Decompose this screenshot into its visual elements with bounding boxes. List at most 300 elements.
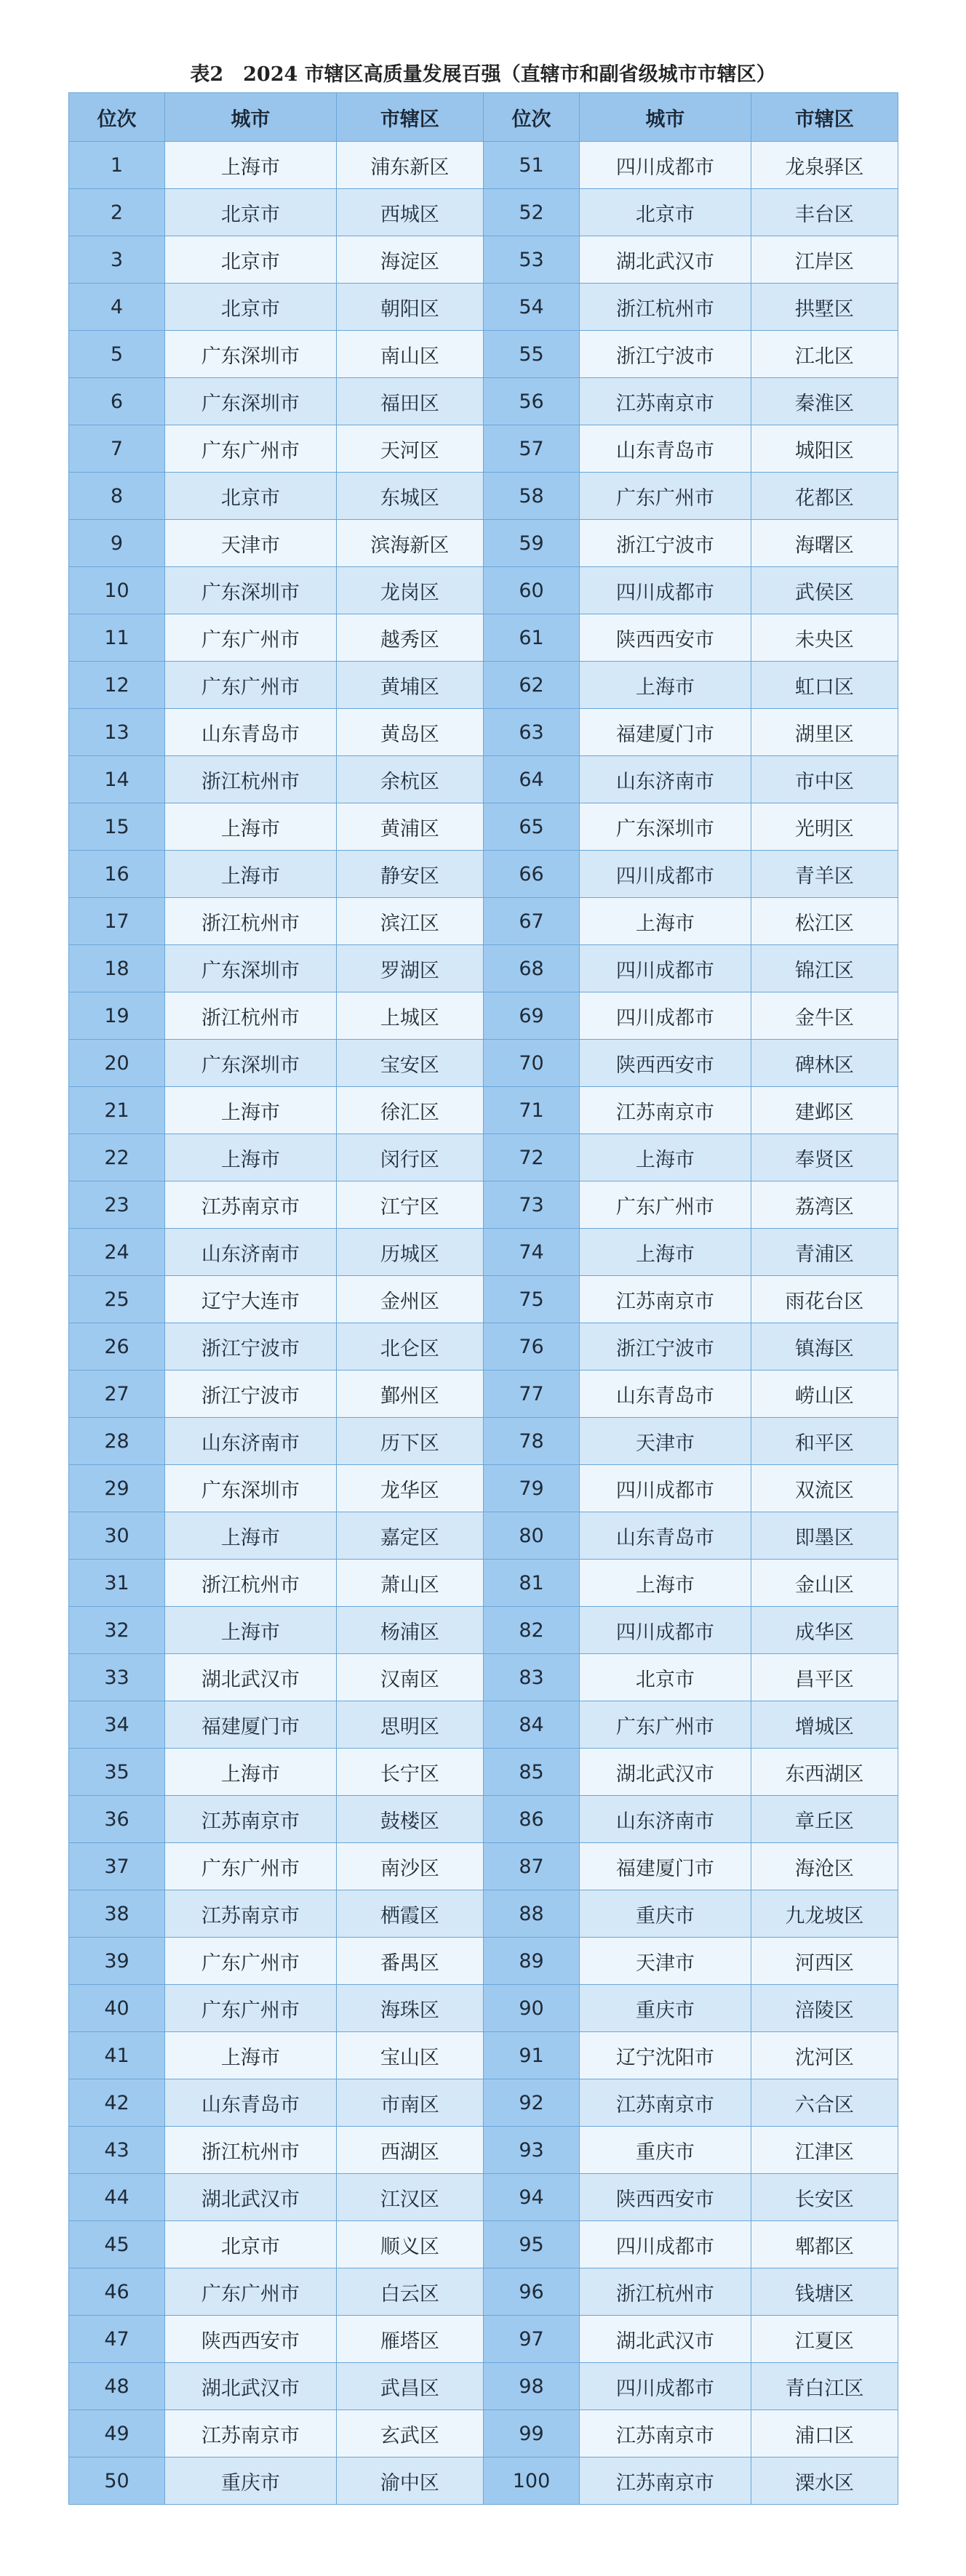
cell-district-right: 河西区 xyxy=(751,1938,898,1985)
cell-rank-left: 25 xyxy=(69,1276,165,1323)
cell-city-right: 四川成都市 xyxy=(580,1607,751,1654)
cell-rank-left: 35 xyxy=(69,1749,165,1796)
cell-city-right: 北京市 xyxy=(580,1654,751,1701)
table-row xyxy=(69,1323,898,1371)
cell-city-left: 广东深圳市 xyxy=(165,1465,337,1512)
table-row xyxy=(69,1654,898,1701)
cell-city-right: 湖北武汉市 xyxy=(580,2316,751,2363)
table-row xyxy=(69,520,898,567)
cell-city-left: 广东深圳市 xyxy=(165,1040,337,1087)
cell-city-right: 北京市 xyxy=(580,189,751,236)
cell-rank-left: 26 xyxy=(69,1323,165,1371)
cell-rank-right: 93 xyxy=(483,2127,579,2174)
cell-city-left: 上海市 xyxy=(165,2032,337,2079)
cell-city-left: 广东广州市 xyxy=(165,2268,337,2316)
cell-city-left: 上海市 xyxy=(165,142,337,189)
cell-city-right: 山东青岛市 xyxy=(580,1371,751,1418)
cell-district-left: 黄埔区 xyxy=(336,662,483,709)
cell-rank-left: 47 xyxy=(69,2316,165,2363)
table-row xyxy=(69,756,898,803)
table-row xyxy=(69,284,898,331)
cell-city-left: 重庆市 xyxy=(165,2457,337,2505)
cell-rank-right: 70 xyxy=(483,1040,579,1087)
cell-city-left: 上海市 xyxy=(165,1749,337,1796)
cell-city-left: 广东广州市 xyxy=(165,1985,337,2032)
cell-city-right: 浙江杭州市 xyxy=(580,284,751,331)
cell-rank-left: 1 xyxy=(69,142,165,189)
cell-district-left: 长宁区 xyxy=(336,1749,483,1796)
cell-district-left: 番禺区 xyxy=(336,1938,483,1985)
cell-district-right: 建邺区 xyxy=(751,1087,898,1134)
cell-rank-right: 86 xyxy=(483,1796,579,1843)
table-row xyxy=(69,1087,898,1134)
cell-district-right: 锦江区 xyxy=(751,945,898,992)
header-city-left: 城市 xyxy=(165,93,337,142)
cell-rank-right: 78 xyxy=(483,1418,579,1465)
cell-rank-right: 62 xyxy=(483,662,579,709)
cell-district-left: 上城区 xyxy=(336,992,483,1040)
cell-city-left: 湖北武汉市 xyxy=(165,2363,337,2410)
cell-city-left: 山东青岛市 xyxy=(165,709,337,756)
cell-city-left: 辽宁大连市 xyxy=(165,1276,337,1323)
cell-city-right: 浙江杭州市 xyxy=(580,2268,751,2316)
cell-city-right: 广东深圳市 xyxy=(580,803,751,851)
cell-district-right: 青浦区 xyxy=(751,1229,898,1276)
cell-rank-left: 31 xyxy=(69,1560,165,1607)
cell-city-left: 上海市 xyxy=(165,1087,337,1134)
cell-city-left: 上海市 xyxy=(165,1607,337,1654)
cell-rank-right: 96 xyxy=(483,2268,579,2316)
cell-city-right: 四川成都市 xyxy=(580,2363,751,2410)
cell-city-right: 上海市 xyxy=(580,1134,751,1181)
cell-district-right: 东西湖区 xyxy=(751,1749,898,1796)
table-row xyxy=(69,662,898,709)
cell-city-left: 山东济南市 xyxy=(165,1418,337,1465)
cell-city-left: 广东深圳市 xyxy=(165,567,337,614)
table-row xyxy=(69,1560,898,1607)
cell-district-left: 滨江区 xyxy=(336,898,483,945)
table-row xyxy=(69,2316,898,2363)
cell-city-right: 江苏南京市 xyxy=(580,2457,751,2505)
cell-district-right: 增城区 xyxy=(751,1701,898,1749)
cell-district-left: 顺义区 xyxy=(336,2221,483,2268)
cell-district-left: 朝阳区 xyxy=(336,284,483,331)
cell-rank-right: 81 xyxy=(483,1560,579,1607)
cell-district-left: 武昌区 xyxy=(336,2363,483,2410)
cell-district-right: 雨花台区 xyxy=(751,1276,898,1323)
cell-district-left: 天河区 xyxy=(336,425,483,473)
cell-rank-right: 92 xyxy=(483,2079,579,2127)
cell-city-left: 上海市 xyxy=(165,1134,337,1181)
table-row xyxy=(69,851,898,898)
cell-city-left: 北京市 xyxy=(165,473,337,520)
cell-district-left: 滨海新区 xyxy=(336,520,483,567)
cell-city-left: 浙江杭州市 xyxy=(165,2127,337,2174)
cell-city-right: 山东青岛市 xyxy=(580,425,751,473)
cell-city-right: 四川成都市 xyxy=(580,1465,751,1512)
cell-city-right: 辽宁沈阳市 xyxy=(580,2032,751,2079)
table-row xyxy=(69,2268,898,2316)
cell-rank-left: 41 xyxy=(69,2032,165,2079)
table-row xyxy=(69,1749,898,1796)
cell-rank-right: 71 xyxy=(483,1087,579,1134)
cell-city-right: 江苏南京市 xyxy=(580,2079,751,2127)
cell-district-left: 浦东新区 xyxy=(336,142,483,189)
header-rank-right: 位次 xyxy=(483,93,579,142)
cell-rank-right: 61 xyxy=(483,614,579,662)
cell-rank-left: 21 xyxy=(69,1087,165,1134)
cell-district-right: 六合区 xyxy=(751,2079,898,2127)
cell-district-right: 武侯区 xyxy=(751,567,898,614)
cell-district-right: 溧水区 xyxy=(751,2457,898,2505)
cell-rank-left: 20 xyxy=(69,1040,165,1087)
cell-rank-right: 75 xyxy=(483,1276,579,1323)
cell-district-left: 渝中区 xyxy=(336,2457,483,2505)
cell-district-left: 江汉区 xyxy=(336,2174,483,2221)
cell-city-left: 广东深圳市 xyxy=(165,378,337,425)
cell-rank-right: 98 xyxy=(483,2363,579,2410)
cell-city-right: 上海市 xyxy=(580,1229,751,1276)
cell-city-left: 北京市 xyxy=(165,284,337,331)
cell-district-left: 嘉定区 xyxy=(336,1512,483,1560)
cell-city-right: 陕西西安市 xyxy=(580,1040,751,1087)
cell-district-left: 金州区 xyxy=(336,1276,483,1323)
cell-district-left: 龙岗区 xyxy=(336,567,483,614)
table-row xyxy=(69,425,898,473)
cell-rank-left: 45 xyxy=(69,2221,165,2268)
cell-rank-right: 97 xyxy=(483,2316,579,2363)
cell-city-right: 江苏南京市 xyxy=(580,378,751,425)
cell-district-right: 丰台区 xyxy=(751,189,898,236)
cell-district-left: 余杭区 xyxy=(336,756,483,803)
cell-rank-left: 7 xyxy=(69,425,165,473)
cell-district-left: 东城区 xyxy=(336,473,483,520)
header-row xyxy=(69,93,898,142)
cell-district-left: 雁塔区 xyxy=(336,2316,483,2363)
cell-rank-left: 13 xyxy=(69,709,165,756)
cell-district-left: 福田区 xyxy=(336,378,483,425)
cell-rank-right: 51 xyxy=(483,142,579,189)
header-city-right: 城市 xyxy=(580,93,751,142)
cell-district-right: 金山区 xyxy=(751,1560,898,1607)
header-district-left: 市辖区 xyxy=(336,93,483,142)
cell-city-right: 重庆市 xyxy=(580,1985,751,2032)
cell-rank-right: 56 xyxy=(483,378,579,425)
cell-rank-right: 95 xyxy=(483,2221,579,2268)
table-row xyxy=(69,2032,898,2079)
cell-rank-left: 12 xyxy=(69,662,165,709)
cell-district-left: 鼓楼区 xyxy=(336,1796,483,1843)
cell-city-right: 天津市 xyxy=(580,1938,751,1985)
cell-city-right: 重庆市 xyxy=(580,1890,751,1938)
table-row xyxy=(69,189,898,236)
cell-rank-left: 36 xyxy=(69,1796,165,1843)
cell-city-left: 广东广州市 xyxy=(165,614,337,662)
cell-rank-left: 8 xyxy=(69,473,165,520)
cell-rank-right: 59 xyxy=(483,520,579,567)
cell-district-left: 宝安区 xyxy=(336,1040,483,1087)
cell-city-left: 山东青岛市 xyxy=(165,2079,337,2127)
cell-city-right: 湖北武汉市 xyxy=(580,1749,751,1796)
table-row xyxy=(69,1418,898,1465)
cell-district-left: 黄岛区 xyxy=(336,709,483,756)
cell-rank-right: 58 xyxy=(483,473,579,520)
cell-city-left: 浙江杭州市 xyxy=(165,1560,337,1607)
cell-city-left: 江苏南京市 xyxy=(165,1796,337,1843)
table-row xyxy=(69,2079,898,2127)
cell-district-left: 黄浦区 xyxy=(336,803,483,851)
table-row xyxy=(69,1843,898,1890)
cell-city-right: 广东广州市 xyxy=(580,1701,751,1749)
cell-district-right: 光明区 xyxy=(751,803,898,851)
cell-city-left: 江苏南京市 xyxy=(165,2410,337,2457)
cell-city-left: 山东济南市 xyxy=(165,1229,337,1276)
cell-district-right: 九龙坡区 xyxy=(751,1890,898,1938)
cell-district-right: 海曙区 xyxy=(751,520,898,567)
cell-city-right: 广东广州市 xyxy=(580,473,751,520)
cell-city-left: 广东广州市 xyxy=(165,1938,337,1985)
cell-district-left: 闵行区 xyxy=(336,1134,483,1181)
cell-city-left: 北京市 xyxy=(165,236,337,284)
cell-rank-right: 66 xyxy=(483,851,579,898)
cell-rank-right: 64 xyxy=(483,756,579,803)
cell-city-left: 浙江杭州市 xyxy=(165,898,337,945)
cell-city-right: 四川成都市 xyxy=(580,851,751,898)
cell-city-left: 广东广州市 xyxy=(165,1843,337,1890)
cell-rank-left: 4 xyxy=(69,284,165,331)
cell-district-left: 历下区 xyxy=(336,1418,483,1465)
cell-rank-left: 42 xyxy=(69,2079,165,2127)
cell-city-left: 浙江杭州市 xyxy=(165,992,337,1040)
cell-city-left: 江苏南京市 xyxy=(165,1181,337,1229)
cell-district-right: 钱塘区 xyxy=(751,2268,898,2316)
cell-rank-left: 9 xyxy=(69,520,165,567)
cell-rank-left: 11 xyxy=(69,614,165,662)
table-row xyxy=(69,1134,898,1181)
cell-rank-right: 67 xyxy=(483,898,579,945)
cell-rank-left: 10 xyxy=(69,567,165,614)
cell-district-right: 江岸区 xyxy=(751,236,898,284)
table-row xyxy=(69,1276,898,1323)
cell-district-right: 碑林区 xyxy=(751,1040,898,1087)
cell-city-left: 广东深圳市 xyxy=(165,945,337,992)
cell-rank-right: 94 xyxy=(483,2174,579,2221)
cell-district-right: 拱墅区 xyxy=(751,284,898,331)
cell-district-left: 罗湖区 xyxy=(336,945,483,992)
cell-district-right: 虹口区 xyxy=(751,662,898,709)
cell-rank-right: 63 xyxy=(483,709,579,756)
cell-district-right: 昌平区 xyxy=(751,1654,898,1701)
cell-district-right: 青羊区 xyxy=(751,851,898,898)
table-row xyxy=(69,1701,898,1749)
table-row xyxy=(69,2174,898,2221)
cell-district-right: 市中区 xyxy=(751,756,898,803)
cell-district-left: 徐汇区 xyxy=(336,1087,483,1134)
cell-district-right: 江夏区 xyxy=(751,2316,898,2363)
cell-district-right: 章丘区 xyxy=(751,1796,898,1843)
cell-district-right: 双流区 xyxy=(751,1465,898,1512)
cell-city-right: 陕西西安市 xyxy=(580,614,751,662)
cell-rank-right: 60 xyxy=(483,567,579,614)
cell-rank-left: 16 xyxy=(69,851,165,898)
cell-city-left: 广东广州市 xyxy=(165,425,337,473)
cell-district-left: 鄞州区 xyxy=(336,1371,483,1418)
cell-district-right: 浦口区 xyxy=(751,2410,898,2457)
cell-district-right: 江津区 xyxy=(751,2127,898,2174)
table-row xyxy=(69,945,898,992)
cell-rank-right: 74 xyxy=(483,1229,579,1276)
table-row xyxy=(69,1607,898,1654)
cell-district-right: 郫都区 xyxy=(751,2221,898,2268)
cell-district-left: 龙华区 xyxy=(336,1465,483,1512)
cell-city-right: 江苏南京市 xyxy=(580,1087,751,1134)
cell-city-right: 浙江宁波市 xyxy=(580,331,751,378)
table-row xyxy=(69,1465,898,1512)
cell-rank-right: 76 xyxy=(483,1323,579,1371)
cell-district-right: 和平区 xyxy=(751,1418,898,1465)
table-title: 表2 2024 市辖区高质量发展百强（直辖市和副省级城市市辖区） xyxy=(190,63,776,86)
cell-city-right: 四川成都市 xyxy=(580,2221,751,2268)
table-row xyxy=(69,614,898,662)
table-row xyxy=(69,236,898,284)
cell-rank-left: 38 xyxy=(69,1890,165,1938)
cell-district-left: 越秀区 xyxy=(336,614,483,662)
header-rank-left: 位次 xyxy=(69,93,165,142)
cell-city-right: 湖北武汉市 xyxy=(580,236,751,284)
cell-city-right: 上海市 xyxy=(580,662,751,709)
cell-district-right: 湖里区 xyxy=(751,709,898,756)
table-row xyxy=(69,709,898,756)
cell-rank-right: 68 xyxy=(483,945,579,992)
cell-district-right: 城阳区 xyxy=(751,425,898,473)
cell-district-right: 青白江区 xyxy=(751,2363,898,2410)
cell-city-right: 四川成都市 xyxy=(580,142,751,189)
cell-rank-right: 82 xyxy=(483,1607,579,1654)
cell-rank-right: 91 xyxy=(483,2032,579,2079)
cell-rank-left: 50 xyxy=(69,2457,165,2505)
cell-rank-left: 48 xyxy=(69,2363,165,2410)
cell-rank-left: 14 xyxy=(69,756,165,803)
cell-rank-right: 88 xyxy=(483,1890,579,1938)
cell-city-left: 广东广州市 xyxy=(165,662,337,709)
table-row xyxy=(69,567,898,614)
cell-district-right: 长安区 xyxy=(751,2174,898,2221)
cell-district-left: 思明区 xyxy=(336,1701,483,1749)
table-row xyxy=(69,473,898,520)
cell-district-left: 杨浦区 xyxy=(336,1607,483,1654)
cell-rank-right: 84 xyxy=(483,1701,579,1749)
cell-city-left: 上海市 xyxy=(165,1512,337,1560)
cell-city-right: 山东济南市 xyxy=(580,756,751,803)
cell-rank-left: 6 xyxy=(69,378,165,425)
cell-rank-right: 99 xyxy=(483,2410,579,2457)
cell-rank-left: 44 xyxy=(69,2174,165,2221)
cell-district-right: 涪陵区 xyxy=(751,1985,898,2032)
cell-rank-right: 80 xyxy=(483,1512,579,1560)
table-row xyxy=(69,1040,898,1087)
table-row xyxy=(69,1229,898,1276)
cell-city-left: 天津市 xyxy=(165,520,337,567)
cell-rank-left: 30 xyxy=(69,1512,165,1560)
cell-rank-left: 2 xyxy=(69,189,165,236)
cell-rank-right: 72 xyxy=(483,1134,579,1181)
cell-rank-right: 52 xyxy=(483,189,579,236)
cell-district-left: 宝山区 xyxy=(336,2032,483,2079)
cell-rank-right: 79 xyxy=(483,1465,579,1512)
table-row xyxy=(69,898,898,945)
cell-rank-right: 83 xyxy=(483,1654,579,1701)
cell-district-right: 未央区 xyxy=(751,614,898,662)
cell-rank-left: 18 xyxy=(69,945,165,992)
cell-rank-right: 87 xyxy=(483,1843,579,1890)
cell-city-left: 湖北武汉市 xyxy=(165,2174,337,2221)
cell-city-right: 江苏南京市 xyxy=(580,1276,751,1323)
cell-district-right: 崂山区 xyxy=(751,1371,898,1418)
cell-rank-right: 55 xyxy=(483,331,579,378)
cell-rank-left: 49 xyxy=(69,2410,165,2457)
cell-rank-left: 28 xyxy=(69,1418,165,1465)
cell-district-right: 龙泉驿区 xyxy=(751,142,898,189)
cell-district-right: 沈河区 xyxy=(751,2032,898,2079)
cell-rank-right: 73 xyxy=(483,1181,579,1229)
cell-city-right: 四川成都市 xyxy=(580,992,751,1040)
table-row xyxy=(69,2221,898,2268)
cell-district-right: 金牛区 xyxy=(751,992,898,1040)
cell-rank-left: 24 xyxy=(69,1229,165,1276)
cell-rank-right: 53 xyxy=(483,236,579,284)
cell-district-left: 历城区 xyxy=(336,1229,483,1276)
cell-rank-right: 69 xyxy=(483,992,579,1040)
cell-rank-left: 33 xyxy=(69,1654,165,1701)
table-row xyxy=(69,1890,898,1938)
cell-rank-left: 46 xyxy=(69,2268,165,2316)
cell-district-right: 花都区 xyxy=(751,473,898,520)
cell-district-left: 海珠区 xyxy=(336,1985,483,2032)
cell-rank-right: 54 xyxy=(483,284,579,331)
cell-city-left: 北京市 xyxy=(165,2221,337,2268)
cell-district-right: 奉贤区 xyxy=(751,1134,898,1181)
table-row xyxy=(69,2363,898,2410)
cell-city-right: 浙江宁波市 xyxy=(580,1323,751,1371)
cell-rank-left: 19 xyxy=(69,992,165,1040)
cell-district-right: 镇海区 xyxy=(751,1323,898,1371)
cell-city-left: 广东深圳市 xyxy=(165,331,337,378)
cell-rank-left: 32 xyxy=(69,1607,165,1654)
cell-district-left: 萧山区 xyxy=(336,1560,483,1607)
cell-rank-left: 40 xyxy=(69,1985,165,2032)
cell-city-right: 重庆市 xyxy=(580,2127,751,2174)
cell-district-left: 汉南区 xyxy=(336,1654,483,1701)
cell-rank-right: 100 xyxy=(483,2457,579,2505)
cell-rank-left: 39 xyxy=(69,1938,165,1985)
cell-district-right: 海沧区 xyxy=(751,1843,898,1890)
cell-rank-right: 77 xyxy=(483,1371,579,1418)
cell-district-left: 南沙区 xyxy=(336,1843,483,1890)
header-district-right: 市辖区 xyxy=(751,93,898,142)
cell-rank-left: 17 xyxy=(69,898,165,945)
cell-district-left: 西城区 xyxy=(336,189,483,236)
cell-city-right: 上海市 xyxy=(580,1560,751,1607)
table-row xyxy=(69,1796,898,1843)
cell-rank-left: 34 xyxy=(69,1701,165,1749)
cell-city-right: 天津市 xyxy=(580,1418,751,1465)
cell-district-left: 海淀区 xyxy=(336,236,483,284)
cell-district-left: 西湖区 xyxy=(336,2127,483,2174)
cell-rank-left: 27 xyxy=(69,1371,165,1418)
table-row xyxy=(69,331,898,378)
table-row xyxy=(69,2410,898,2457)
cell-rank-left: 5 xyxy=(69,331,165,378)
